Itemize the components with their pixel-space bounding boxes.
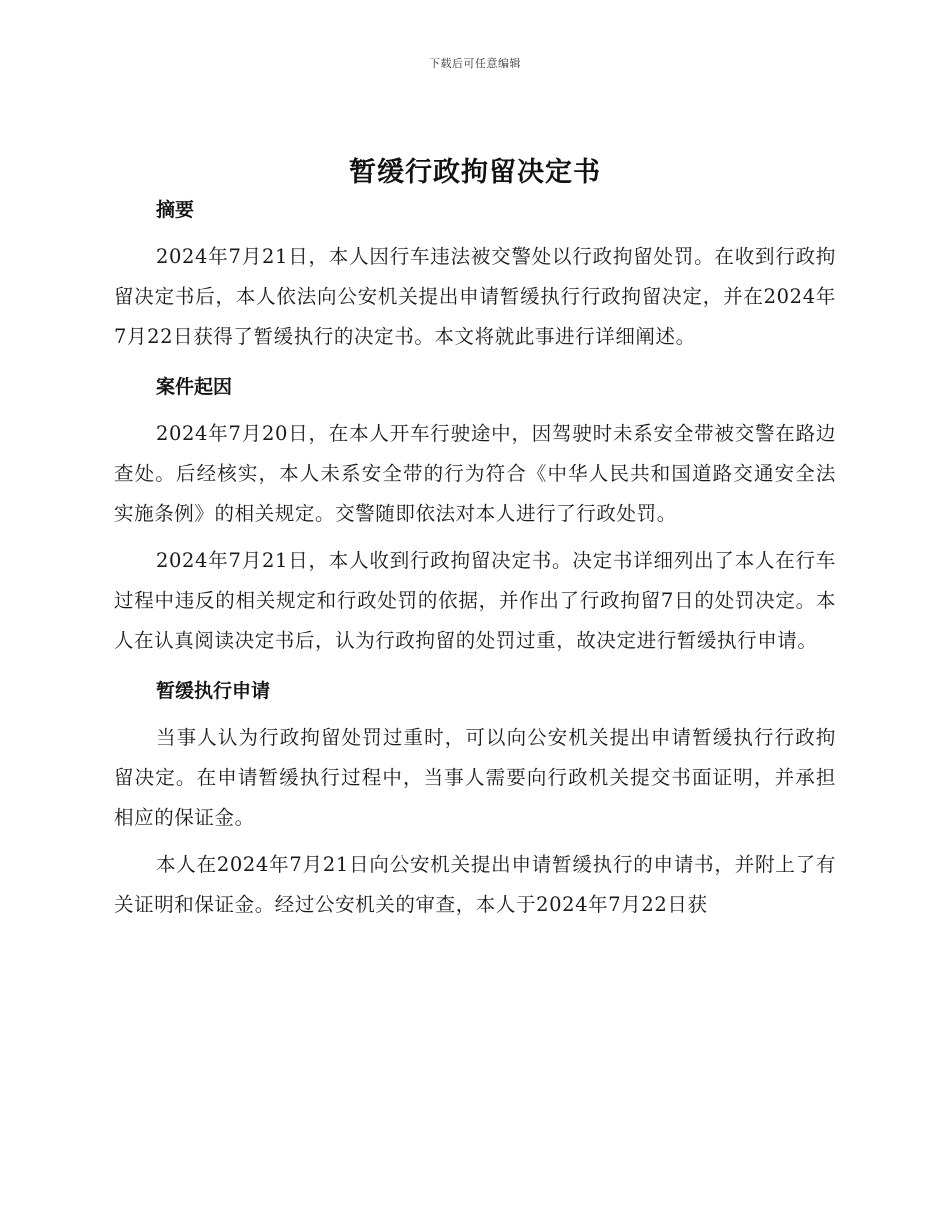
section-heading: 摘要	[156, 199, 195, 221]
document-title: 暂缓行政拘留决定书	[349, 157, 601, 188]
section-heading: 暂缓执行申请	[156, 680, 271, 702]
section-heading: 案件起因	[156, 376, 233, 398]
section-suspension-application	[114, 671, 836, 925]
header-note: 下载后可任意编辑	[429, 57, 521, 70]
paragraph: 2024年7月20日，在本人开车行驶途中，因驾驶时未系安全带被交警在路边查处。后经核实，本人未系安全带的行为符合《中华人民共和国道路交通安全法实施条例》的相关规定。交警随即依法对本人进行了行政处罚。	[114, 422, 836, 525]
paragraph: 本人在2024年7月21日向公安机关提出申请暂缓执行的申请书，并附上了有关证明和保证金。经过公安机关的审查，本人于2024年7月22日获	[114, 853, 836, 916]
section-case-cause	[114, 367, 836, 661]
paragraph: 当事人认为行政拘留处罚过重时，可以向公安机关提出申请暂缓执行行政拘留决定。在申请暂缓执行过程中，当事人需要向行政机关提交书面证明，并承担相应的保证金。	[114, 726, 836, 829]
document-body	[114, 190, 836, 925]
paragraph: 2024年7月21日，本人收到行政拘留决定书。决定书详细列出了本人在行车过程中违反的相关规定和行政处罚的依据，并作出了行政拘留7日的处罚决定。本人在认真阅读决定书后，认为行政拘留的处罚过重，故决定进行暂缓执行申请。	[114, 549, 836, 652]
section-abstract	[114, 190, 836, 357]
paragraph: 2024年7月21日，本人因行车违法被交警处以行政拘留处罚。在收到行政拘留决定书后，本人依法向公安机关提出申请暂缓执行行政拘留决定，并在2024年7月22日获得了暂缓执行的决定书。本文将就此事进行详细阐述。	[114, 245, 836, 348]
